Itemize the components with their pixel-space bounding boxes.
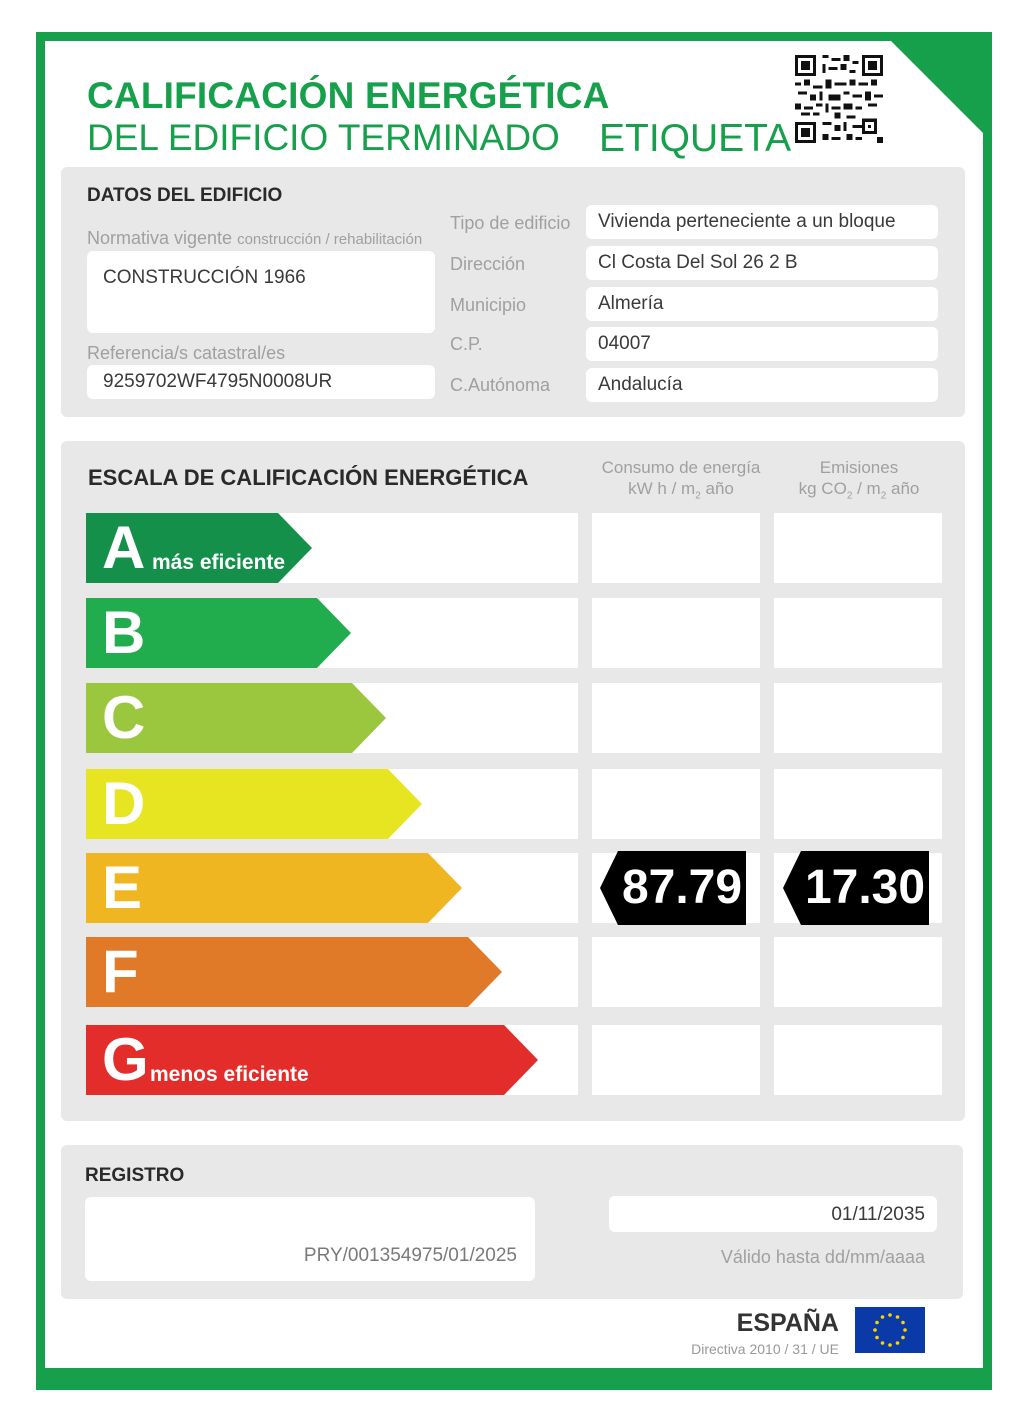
scale-letter: A bbox=[102, 514, 146, 581]
consumo-cell bbox=[592, 1025, 760, 1095]
consumo-cell bbox=[592, 769, 760, 839]
corner-triangle bbox=[891, 41, 983, 133]
building-data-panel bbox=[61, 167, 965, 417]
country-label: ESPAÑA bbox=[736, 1309, 839, 1337]
scale-bar-b bbox=[86, 598, 351, 668]
field-label-direccion: Dirección bbox=[450, 254, 526, 274]
consumo-rating-marker bbox=[600, 851, 746, 925]
scale-letter: E bbox=[102, 854, 143, 921]
scale-letter: G bbox=[102, 1026, 149, 1093]
scale-bar-e bbox=[86, 853, 462, 923]
title-line1: CALIFICACIÓN ENERGÉTICA bbox=[87, 75, 610, 116]
consumo-cell bbox=[592, 683, 760, 753]
scale-letter: F bbox=[102, 938, 139, 1005]
scale-bar-c bbox=[86, 683, 386, 753]
consumo-cell bbox=[592, 937, 760, 1007]
consumo-cell bbox=[592, 598, 760, 668]
emisiones-cell bbox=[774, 683, 942, 753]
registro-number-box bbox=[85, 1197, 535, 1281]
normativa-value: CONSTRUCCIÓN 1966 bbox=[87, 251, 435, 333]
field-label-autonoma: C.Autónoma bbox=[450, 375, 551, 395]
scale-label: menos eficiente bbox=[150, 1063, 309, 1086]
scale-letter: C bbox=[102, 684, 146, 751]
scale-bar-d bbox=[86, 769, 422, 839]
field-value-autonoma: Andalucía bbox=[586, 368, 938, 402]
field-label-municipio: Municipio bbox=[450, 295, 527, 315]
registro-panel bbox=[61, 1145, 963, 1299]
emisiones-rating-marker bbox=[783, 851, 929, 925]
scale-letter: D bbox=[102, 770, 146, 837]
valid-label: Válido hasta dd/mm/aaaa bbox=[720, 1247, 925, 1267]
registro-number: PRY/001354975/01/2025 bbox=[303, 1245, 517, 1266]
normativa-label: Normativa vigente construcción / rehabilitación bbox=[87, 228, 423, 248]
energy-label-frame bbox=[36, 32, 992, 1390]
emisiones-cell bbox=[774, 598, 942, 668]
emisiones-cell bbox=[774, 1025, 942, 1095]
field-value-direccion: Cl Costa Del Sol 26 2 B bbox=[586, 246, 938, 280]
building-section-title: DATOS DEL EDIFICIO bbox=[87, 185, 283, 206]
valid-date: 01/11/2035 bbox=[831, 1204, 925, 1225]
referencia-label: Referencia/s catastral/es bbox=[87, 343, 286, 363]
qr-code-icon bbox=[795, 55, 883, 143]
col-header-emisiones: Emisiones kg $CO_2 / m_2$ año bbox=[798, 458, 920, 502]
col-header-consumo: Consumo de energía kW h / $m_2$ año bbox=[601, 458, 761, 502]
scale-letter: B bbox=[102, 599, 146, 666]
scale-section-title: ESCALA DE CALIFICACIÓN ENERGÉTICA bbox=[88, 465, 529, 490]
referencia-value: 9259702WF4795N0008UR bbox=[87, 365, 435, 399]
title-line2: DEL EDIFICIO TERMINADO bbox=[87, 117, 560, 158]
field-value-municipio: Almería bbox=[586, 287, 938, 321]
etiqueta-label: ETIQUETA bbox=[599, 117, 792, 160]
emisiones-value: 17.30 bbox=[804, 861, 926, 914]
consumo-value: 87.79 bbox=[621, 861, 743, 914]
eu-stars-icon bbox=[855, 1307, 925, 1353]
field-value-cp: 04007 bbox=[586, 327, 938, 361]
directive-label: Directiva 2010 / 31 / UE bbox=[691, 1341, 839, 1357]
field-label-cp: C.P. bbox=[450, 334, 483, 354]
emisiones-cell bbox=[774, 937, 942, 1007]
field-value-tipo: Vivienda perteneciente a un bloque bbox=[586, 205, 938, 239]
eu-flag-icon bbox=[855, 1307, 925, 1353]
valid-date-box bbox=[609, 1196, 937, 1232]
scale-bar-f bbox=[86, 937, 502, 1007]
registro-section-title: REGISTRO bbox=[85, 1165, 185, 1186]
energy-scale-panel bbox=[61, 441, 965, 1121]
scale-bar-g bbox=[86, 1025, 538, 1095]
consumo-cell bbox=[592, 513, 760, 583]
scale-label: más eficiente bbox=[152, 551, 286, 574]
field-label-tipo: Tipo de edificio bbox=[450, 213, 571, 233]
emisiones-cell bbox=[774, 769, 942, 839]
emisiones-cell bbox=[774, 513, 942, 583]
scale-bar-a bbox=[86, 513, 312, 583]
